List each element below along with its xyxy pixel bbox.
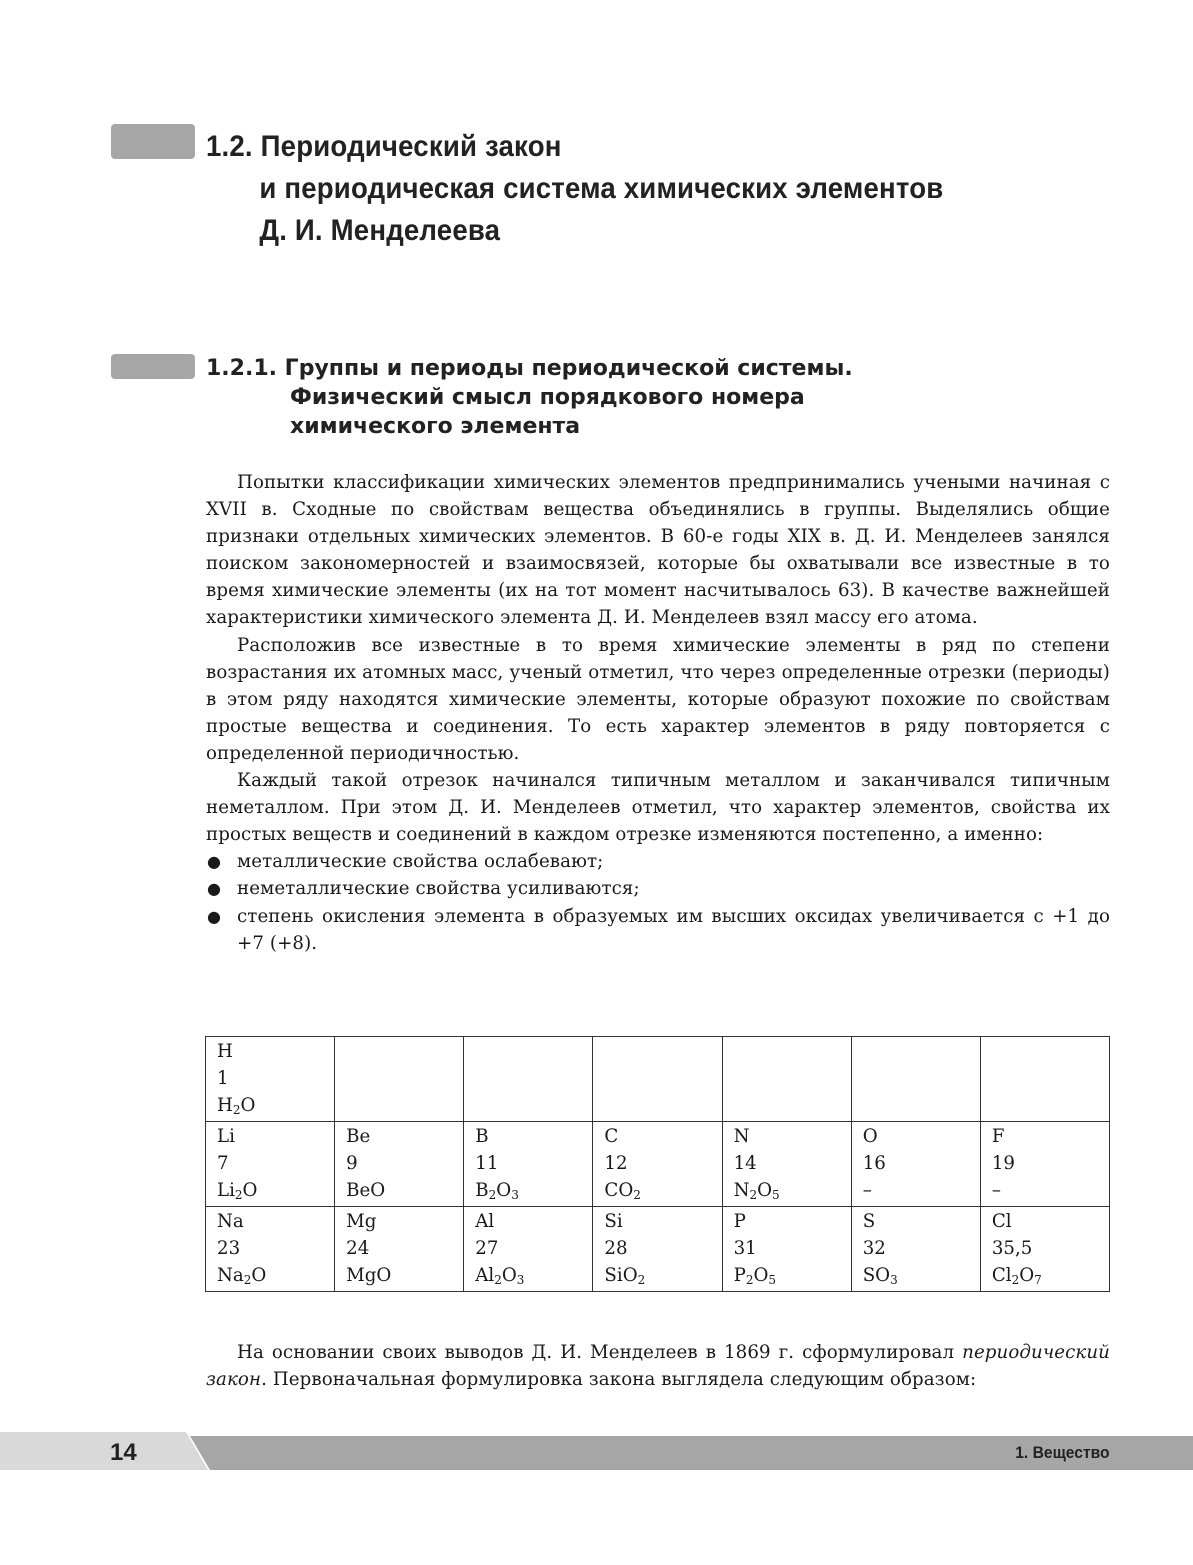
element-symbol: N	[733, 1126, 750, 1147]
subsection-title-line-2: Физический смысл порядкового номера	[290, 385, 805, 410]
subsection-title	[206, 354, 853, 441]
empty-cell	[722, 1037, 851, 1122]
list-item	[206, 848, 1110, 875]
element-oxide: $P_2O_5$	[733, 1265, 777, 1287]
element-oxide: $Li_2O$	[217, 1180, 258, 1202]
element-oxide: $Al_2O_3$	[475, 1265, 525, 1287]
element-table	[205, 1036, 1110, 1292]
element-symbol: Li	[217, 1126, 235, 1147]
element-mass: 32	[862, 1238, 886, 1259]
element-cell-li	[206, 1122, 335, 1207]
table-row	[206, 1122, 1110, 1207]
element-cell-f	[980, 1122, 1109, 1207]
element-symbol: B	[475, 1126, 489, 1147]
element-symbol: Si	[604, 1211, 623, 1232]
element-cell-na	[206, 1207, 335, 1292]
bullet-icon: ●	[207, 852, 222, 872]
table-row	[206, 1207, 1110, 1292]
element-symbol: Na	[217, 1211, 244, 1232]
element-symbol: Cl	[991, 1211, 1012, 1232]
element-symbol: Mg	[346, 1211, 377, 1232]
element-oxide: –	[862, 1180, 872, 1201]
element-cell-o	[851, 1122, 980, 1207]
element-mass: 27	[475, 1238, 499, 1259]
section-title-line-1: Периодический закон	[260, 130, 562, 163]
element-symbol: H	[217, 1041, 233, 1062]
element-mass: 24	[346, 1238, 370, 1259]
element-cell-c	[593, 1122, 722, 1207]
element-mass: 19	[991, 1153, 1015, 1174]
section-number: 1.2.	[206, 130, 253, 163]
element-mass: 14	[733, 1153, 757, 1174]
element-cell-p	[722, 1207, 851, 1292]
list-item-text: неметаллические свойства усиливаются;	[237, 878, 640, 900]
page-number: 14	[110, 1439, 137, 1466]
element-symbol: Al	[475, 1211, 495, 1232]
section-title-line-2: и периодическая система химических элементов	[259, 172, 944, 205]
element-symbol: C	[604, 1126, 619, 1147]
paragraph: Каждый такой отрезок начинался типичным металлом и заканчивался типичным неметаллом. При этом Д. И. Менделеев отметил, что характер элементов, свойства их простых веществ и соединений в каждом отрезке изменяются постепенно, а именно:	[206, 770, 1110, 846]
bullet-icon: ●	[207, 879, 222, 899]
empty-cell	[464, 1037, 593, 1122]
element-mass: 11	[475, 1153, 499, 1174]
element-oxide: $N_2O_5$	[733, 1180, 780, 1202]
element-oxide: $CO_2$	[604, 1180, 641, 1202]
element-mass: 23	[217, 1238, 241, 1259]
element-oxide: $Na_2O$	[217, 1265, 267, 1287]
paragraph: Расположив все известные в то время химические элементы в ряд по степени возрастания их атомных масс, ученый отметил, что через определенные отрезки (периоды) в этом ряду находятся химические элементы, которые образуют похожие по свойствам простые вещества и соединения. То есть характер элементов в ряду повторяется с определенной периодичностью.	[206, 634, 1110, 764]
section-title-line-3: Д. И. Менделеева	[259, 214, 501, 247]
bullet-list	[206, 848, 1110, 956]
subsection-number: 1.2.1.	[206, 356, 277, 381]
subsection-title-line-1: Группы и периоды периодической системы.	[284, 356, 853, 381]
element-symbol: Be	[346, 1126, 371, 1147]
table-row	[206, 1037, 1110, 1122]
element-mass: 1	[217, 1068, 229, 1089]
subsection-marker	[111, 354, 195, 379]
element-oxide: $SO_3$	[862, 1265, 898, 1287]
element-symbol: P	[733, 1211, 746, 1232]
chapter-name: 1. Вещество	[1015, 1443, 1110, 1462]
list-item-text: степень окисления элемента в образуемых им высших оксидах увеличивается с +1 до +7 (+8).	[237, 905, 1110, 954]
paragraph	[206, 1339, 1110, 1393]
empty-cell	[980, 1037, 1109, 1122]
element-mass: 16	[862, 1153, 886, 1174]
paragraph: Попытки классификации химических элементов предпринимались учеными начиная с XVII в. Сходные по свойствам вещества объединялись в группы. Выделялись общие признаки отдельных химических элементов. В 60-е годы XIX в. Д. И. Менделеев занялся поиском закономерностей и взаимосвязей, которые бы охватывали все известные в то время химические элементы (их на тот момент насчитывалось 63). В качестве важнейшей характеристики химического элемента Д. И. Менделеев взял массу его атома.	[206, 472, 1110, 629]
element-oxide: $Cl_2O_7$	[991, 1265, 1042, 1287]
closing-after: . Первоначальная формулировка закона выглядела следующим образом:	[261, 1369, 977, 1391]
empty-cell	[851, 1037, 980, 1122]
element-table-body	[206, 1037, 1110, 1292]
closing-before: На основании своих выводов Д. И. Менделеев в 1869 г. сформулировал	[237, 1342, 963, 1363]
element-oxide: SiO$_2$	[604, 1265, 646, 1287]
element-cell-h	[206, 1037, 335, 1122]
empty-cell	[593, 1037, 722, 1122]
element-symbol: O	[862, 1126, 878, 1147]
section-title	[206, 126, 943, 252]
element-mass: 35,5	[991, 1238, 1033, 1259]
element-cell-be	[335, 1122, 464, 1207]
term-periodic-law: периодический закон	[206, 1342, 1110, 1391]
element-oxide: $H_2O$	[217, 1095, 256, 1117]
element-mass: 31	[733, 1238, 757, 1259]
element-cell-cl	[980, 1207, 1109, 1292]
list-item	[206, 875, 1110, 902]
element-cell-mg	[335, 1207, 464, 1292]
empty-cell	[335, 1037, 464, 1122]
footer-page-tab	[0, 1432, 208, 1470]
element-oxide: $B_2O_3$	[475, 1180, 519, 1202]
element-symbol: F	[991, 1126, 1005, 1147]
element-mass: 12	[604, 1153, 628, 1174]
list-item	[206, 903, 1110, 957]
element-cell-b	[464, 1122, 593, 1207]
element-oxide: MgO	[346, 1265, 392, 1286]
list-item-text: металлические свойства ослабевают;	[237, 851, 604, 873]
element-cell-n	[722, 1122, 851, 1207]
subsection-title-line-3: химического элемента	[290, 414, 581, 439]
element-cell-si	[593, 1207, 722, 1292]
closing-text	[206, 1339, 1110, 1393]
element-symbol: S	[862, 1211, 876, 1232]
element-mass: 28	[604, 1238, 628, 1259]
element-oxide: BeO	[346, 1180, 386, 1201]
section-marker	[111, 124, 195, 159]
body-text	[206, 469, 1110, 957]
element-mass: 9	[346, 1153, 358, 1174]
element-cell-s	[851, 1207, 980, 1292]
element-oxide: –	[991, 1180, 1001, 1201]
bullet-icon: ●	[207, 906, 222, 926]
element-mass: 7	[217, 1153, 229, 1174]
element-cell-al	[464, 1207, 593, 1292]
